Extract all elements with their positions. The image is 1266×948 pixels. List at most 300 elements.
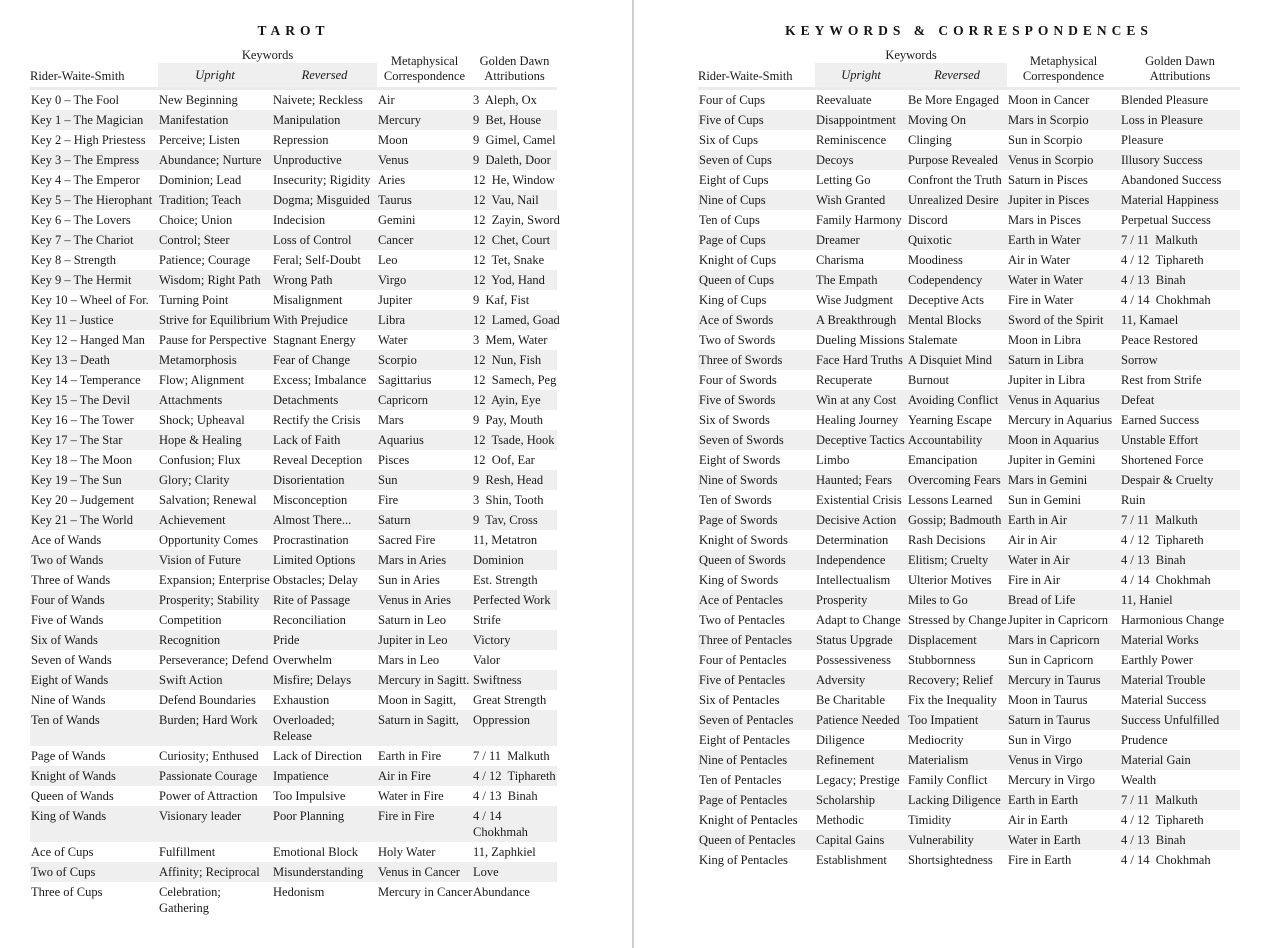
golden_dawn-cell: 4 / 13 Binah — [1121, 273, 1186, 287]
upright-cell: Passionate Courage — [159, 769, 258, 783]
reversed-cell: Overloaded; Release — [273, 713, 335, 743]
reversed-cell: Rectify the Crisis — [273, 413, 361, 427]
upright-cell: Confusion; Flux — [159, 453, 241, 467]
upright-cell: Achievement — [159, 513, 226, 527]
table-row — [698, 210, 1240, 230]
metaphysical-cell: Cancer — [378, 233, 414, 247]
reversed-cell: Lack of Faith — [273, 433, 341, 447]
upright-cell: Refinement — [816, 753, 875, 767]
reversed-cell: Ulterior Motives — [908, 573, 992, 587]
card-cell: Key 2 – High Priestess — [31, 133, 146, 147]
card-cell: Key 19 – The Sun — [31, 473, 122, 487]
card-cell: Three of Swords — [699, 353, 783, 367]
card-cell: Two of Swords — [699, 333, 776, 347]
reversed-cell: Shortsightedness — [908, 853, 993, 867]
card-cell: Key 15 – The Devil — [31, 393, 131, 407]
golden_dawn-cell: 12 Zayin, Sword — [473, 213, 560, 227]
card-cell: Nine of Wands — [31, 693, 106, 707]
card-cell: Seven of Swords — [699, 433, 784, 447]
upright-cell: Metamorphosis — [159, 353, 237, 367]
table-row — [698, 89, 1240, 111]
metaphysical-cell: Fire in Earth — [1008, 853, 1072, 867]
table-row — [698, 130, 1240, 150]
header-reversed: Reversed — [272, 63, 377, 89]
metaphysical-cell: Venus in Virgo — [1008, 753, 1083, 767]
upright-cell: Family Harmony — [816, 213, 902, 227]
header-upright: Upright — [158, 63, 272, 89]
golden_dawn-cell: 12 Samech, Peg — [473, 373, 557, 387]
upright-cell: Attachments — [159, 393, 223, 407]
golden_dawn-cell: Material Success — [1121, 693, 1207, 707]
card-cell: Six of Pentacles — [699, 693, 780, 707]
card-cell: Four of Wands — [31, 593, 105, 607]
card-cell: Key 3 – The Empress — [31, 153, 140, 167]
golden_dawn-cell: Perfected Work — [473, 593, 551, 607]
upright-cell: Shock; Upheaval — [159, 413, 245, 427]
metaphysical-cell: Virgo — [378, 273, 407, 287]
upright-cell: A Breakthrough — [816, 313, 897, 327]
page-left — [0, 0, 632, 948]
reversed-cell: Hedonism — [273, 885, 325, 899]
golden_dawn-cell: 3 Aleph, Ox — [473, 93, 537, 107]
table-row — [30, 150, 557, 170]
golden_dawn-cell: Sorrow — [1121, 353, 1158, 367]
golden_dawn-cell: Illusory Success — [1121, 153, 1203, 167]
golden_dawn-cell: 4 / 13 Binah — [473, 789, 538, 803]
card-cell: Two of Wands — [31, 553, 104, 567]
table-row — [30, 470, 557, 490]
table-row — [30, 746, 557, 766]
golden_dawn-cell: 4 / 14 Chokhmah — [1121, 853, 1211, 867]
reversed-cell: Moodiness — [908, 253, 963, 267]
card-cell: Six of Cups — [699, 133, 759, 147]
metaphysical-cell: Mercury — [378, 113, 422, 127]
upright-cell: Charisma — [816, 253, 864, 267]
golden_dawn-cell: 4 / 12 Tiphareth — [1121, 533, 1204, 547]
table-row — [30, 310, 557, 330]
upright-cell: Existential Crisis — [816, 493, 902, 507]
metaphysical-cell: Venus in Aquarius — [1008, 393, 1100, 407]
table-row — [698, 650, 1240, 670]
upright-cell: Swift Action — [159, 673, 223, 687]
metaphysical-cell: Bread of Life — [1008, 593, 1076, 607]
metaphysical-cell: Earth in Earth — [1008, 793, 1079, 807]
upright-cell: Hope & Healing — [159, 433, 242, 447]
table-row — [30, 190, 557, 210]
card-cell: Two of Pentacles — [699, 613, 785, 627]
table-row — [698, 850, 1240, 870]
metaphysical-cell: Gemini — [378, 213, 416, 227]
metaphysical-cell: Fire in Fire — [378, 809, 435, 823]
golden_dawn-cell: Wealth — [1121, 773, 1157, 787]
metaphysical-cell: Fire in Water — [1008, 293, 1074, 307]
golden_dawn-cell: Loss in Pleasure — [1121, 113, 1203, 127]
metaphysical-cell: Venus in Scorpio — [1008, 153, 1094, 167]
reversed-cell: Fix the Inequality — [908, 693, 997, 707]
metaphysical-cell: Moon in Cancer — [1008, 93, 1090, 107]
metaphysical-cell: Earth in Fire — [378, 749, 442, 763]
reversed-cell: Avoiding Conflict — [908, 393, 999, 407]
upright-cell: Reminiscence — [816, 133, 887, 147]
upright-cell: Disappointment — [816, 113, 896, 127]
metaphysical-cell: Water in Water — [1008, 273, 1083, 287]
metaphysical-cell: Taurus — [378, 193, 412, 207]
metaphysical-cell: Sagittarius — [378, 373, 432, 387]
table-row — [698, 310, 1240, 330]
reversed-cell: Codependency — [908, 273, 983, 287]
table-row — [30, 766, 557, 786]
card-cell: Knight of Wands — [31, 769, 116, 783]
metaphysical-cell: Sacred Fire — [378, 533, 436, 547]
card-cell: King of Cups — [699, 293, 767, 307]
golden_dawn-cell: Swiftness — [473, 673, 522, 687]
table-row — [698, 370, 1240, 390]
card-cell: Key 0 – The Fool — [31, 93, 119, 107]
metaphysical-cell: Pisces — [378, 453, 410, 467]
table-header-right — [698, 46, 1240, 89]
card-cell: Key 21 – The World — [31, 513, 133, 527]
reversed-cell: Unproductive — [273, 153, 342, 167]
upright-cell: Defend Boundaries — [159, 693, 256, 707]
reversed-cell: Mental Blocks — [908, 313, 982, 327]
reversed-cell: Discord — [908, 213, 948, 227]
upright-cell: The Empath — [816, 273, 878, 287]
metaphysical-cell: Mars in Gemini — [1008, 473, 1088, 487]
table-row — [698, 430, 1240, 450]
metaphysical-cell: Fire — [378, 493, 399, 507]
golden_dawn-cell: 11, Zaphkiel — [473, 845, 536, 859]
card-cell: Eight of Swords — [699, 453, 781, 467]
reversed-cell: Insecurity; Rigidity — [273, 173, 371, 187]
card-cell: Ten of Pentacles — [699, 773, 782, 787]
metaphysical-cell: Air in Fire — [378, 769, 431, 783]
upright-cell: Tradition; Teach — [159, 193, 242, 207]
upright-cell: Adversity — [816, 673, 866, 687]
reversed-cell: Gossip; Badmouth — [908, 513, 1002, 527]
card-cell: Ten of Wands — [31, 713, 100, 727]
reversed-cell: Excess; Imbalance — [273, 373, 367, 387]
reversed-cell: Recovery; Relief — [908, 673, 994, 687]
upright-cell: Wisdom; Right Path — [159, 273, 261, 287]
table-row — [698, 670, 1240, 690]
golden_dawn-cell: Abandoned Success — [1121, 173, 1222, 187]
golden_dawn-cell: 4 / 12 Tiphareth — [1121, 813, 1204, 827]
upright-cell: Recuperate — [816, 373, 873, 387]
metaphysical-cell: Saturn in Libra — [1008, 353, 1084, 367]
reversed-cell: Stalemate — [908, 333, 958, 347]
upright-cell: New Beginning — [159, 93, 238, 107]
header-upright: Upright — [815, 63, 907, 89]
upright-cell: Adapt to Change — [816, 613, 901, 627]
reversed-cell: Moving On — [908, 113, 966, 127]
upright-cell: Determination — [816, 533, 889, 547]
upright-cell: Dominion; Lead — [159, 173, 242, 187]
golden_dawn-cell: 4 / 13 Binah — [1121, 833, 1186, 847]
upright-cell: Fulfillment — [159, 845, 216, 859]
golden_dawn-cell: Defeat — [1121, 393, 1155, 407]
reversed-cell: Lacking Diligence — [908, 793, 1001, 807]
upright-cell: Methodic — [816, 813, 864, 827]
reversed-cell: Misalignment — [273, 293, 343, 307]
metaphysical-cell: Aquarius — [378, 433, 424, 447]
table-row — [30, 110, 557, 130]
header-keywords-group: Keywords — [885, 48, 937, 62]
metaphysical-cell: Mercury in Aquarius — [1008, 413, 1113, 427]
upright-cell: Status Upgrade — [816, 633, 893, 647]
upright-cell: Strive for Equilibrium — [159, 313, 271, 327]
table-row — [30, 550, 557, 570]
card-cell: Ace of Cups — [31, 845, 94, 859]
golden_dawn-cell: Material Works — [1121, 633, 1199, 647]
metaphysical-cell: Earth in Air — [1008, 513, 1068, 527]
upright-cell: Dueling Missions — [816, 333, 905, 347]
table-row — [30, 490, 557, 510]
upright-cell: Win at any Cost — [816, 393, 897, 407]
table-row — [30, 710, 557, 746]
table-row — [698, 610, 1240, 630]
card-cell: Key 12 – Hanged Man — [31, 333, 145, 347]
upright-cell: Intellectualism — [816, 573, 891, 587]
header-reversed: Reversed — [907, 63, 1007, 89]
reversed-cell: Disorientation — [273, 473, 345, 487]
golden_dawn-cell: Earthly Power — [1121, 653, 1193, 667]
golden_dawn-cell: Pleasure — [1121, 133, 1164, 147]
upright-cell: Perceive; Listen — [159, 133, 240, 147]
table-row — [30, 350, 557, 370]
metaphysical-cell: Mars in Scorpio — [1008, 113, 1089, 127]
table-row — [30, 170, 557, 190]
card-cell: Six of Swords — [699, 413, 770, 427]
reversed-cell: Displacement — [908, 633, 977, 647]
upright-cell: Flow; Alignment — [159, 373, 245, 387]
golden_dawn-cell: Earned Success — [1121, 413, 1200, 427]
upright-cell: Manifestation — [159, 113, 229, 127]
golden_dawn-cell: 3 Mem, Water — [473, 333, 548, 347]
metaphysical-cell: Moon — [378, 133, 408, 147]
card-cell: King of Wands — [31, 809, 107, 823]
golden_dawn-cell: 9 Gimel, Camel — [473, 133, 556, 147]
golden_dawn-cell: Abundance — [473, 885, 530, 899]
upright-cell: Curiosity; Enthused — [159, 749, 259, 763]
table-row — [698, 590, 1240, 610]
reversed-cell: Family Conflict — [908, 773, 988, 787]
table-row — [698, 290, 1240, 310]
metaphysical-cell: Leo — [378, 253, 398, 267]
header-keywords-group: Keywords — [241, 48, 294, 62]
upright-cell: Establishment — [816, 853, 887, 867]
reversed-cell: Too Impatient — [908, 713, 979, 727]
reversed-cell: Timidity — [908, 813, 952, 827]
reversed-cell: Pride — [273, 633, 300, 647]
upright-cell: Celebration; Gathering — [159, 885, 221, 915]
reversed-cell: Detachments — [273, 393, 339, 407]
metaphysical-cell: Moon in Aquarius — [1008, 433, 1099, 447]
card-cell: Knight of Pentacles — [699, 813, 798, 827]
reversed-cell: Loss of Control — [273, 233, 352, 247]
header-metaphysical: Metaphysical Correspondence — [1007, 46, 1120, 89]
golden_dawn-cell: 7 / 11 Malkuth — [473, 749, 550, 763]
table-row — [30, 786, 557, 806]
metaphysical-cell: Sun in Capricorn — [1008, 653, 1094, 667]
card-cell: Key 10 – Wheel of For. — [31, 293, 149, 307]
table-row — [30, 630, 557, 650]
golden_dawn-cell: Despair & Cruelty — [1121, 473, 1214, 487]
table-row — [30, 130, 557, 150]
table-row — [30, 330, 557, 350]
golden_dawn-cell: Love — [473, 865, 499, 879]
table-header-left — [30, 46, 557, 89]
table-row — [698, 750, 1240, 770]
card-cell: Queen of Cups — [699, 273, 774, 287]
header-golden-dawn: Golden Dawn Attributions — [1120, 46, 1240, 89]
golden_dawn-cell: 12 Vau, Nail — [473, 193, 539, 207]
upright-cell: Capital Gains — [816, 833, 885, 847]
golden_dawn-cell: 11, Haniel — [1121, 593, 1173, 607]
golden_dawn-cell: 9 Kaf, Fist — [473, 293, 530, 307]
upright-cell: Burden; Hard Work — [159, 713, 258, 727]
metaphysical-cell: Earth in Water — [1008, 233, 1081, 247]
upright-cell: Control; Steer — [159, 233, 230, 247]
metaphysical-cell: Scorpio — [378, 353, 417, 367]
upright-cell: Deceptive Tactics — [816, 433, 905, 447]
reversed-cell: Yearning Escape — [908, 413, 992, 427]
upright-cell: Limbo — [816, 453, 850, 467]
metaphysical-cell: Air in Water — [1008, 253, 1070, 267]
upright-cell: Expansion; Enterprise — [159, 573, 270, 587]
golden_dawn-cell: Est. Strength — [473, 573, 538, 587]
card-cell: Three of Wands — [31, 573, 111, 587]
metaphysical-cell: Mars — [378, 413, 404, 427]
metaphysical-cell: Capricorn — [378, 393, 428, 407]
metaphysical-cell: Jupiter in Libra — [1008, 373, 1086, 387]
metaphysical-cell: Mercury in Cancer — [378, 885, 473, 899]
upright-cell: Abundance; Nurture — [159, 153, 262, 167]
upright-cell: Be Charitable — [816, 693, 886, 707]
card-cell: Ace of Pentacles — [699, 593, 783, 607]
reversed-cell: A Disquiet Mind — [908, 353, 993, 367]
upright-cell: Visionary leader — [159, 809, 242, 823]
golden_dawn-cell: Unstable Effort — [1121, 433, 1199, 447]
golden_dawn-cell: Success Unfulfilled — [1121, 713, 1220, 727]
card-cell: Queen of Wands — [31, 789, 114, 803]
table-row — [698, 190, 1240, 210]
card-cell: Seven of Cups — [699, 153, 772, 167]
card-cell: Key 20 – Judgement — [31, 493, 135, 507]
table-row — [30, 290, 557, 310]
upright-cell: Turning Point — [159, 293, 229, 307]
upright-cell: Choice; Union — [159, 213, 233, 227]
golden_dawn-cell: Material Happiness — [1121, 193, 1219, 207]
reversed-cell: With Prejudice — [273, 313, 348, 327]
reversed-cell: Emancipation — [908, 453, 978, 467]
table-row — [698, 710, 1240, 730]
golden_dawn-cell: Great Strength — [473, 693, 547, 707]
card-cell: Key 8 – Strength — [31, 253, 117, 267]
card-cell: Nine of Pentacles — [699, 753, 788, 767]
upright-cell: Letting Go — [816, 173, 871, 187]
table-row — [30, 806, 557, 842]
table-row — [30, 210, 557, 230]
reversed-cell: Unrealized Desire — [908, 193, 999, 207]
reversed-cell: Feral; Self-Doubt — [273, 253, 361, 267]
metaphysical-cell: Saturn in Taurus — [1008, 713, 1091, 727]
card-cell: Key 18 – The Moon — [31, 453, 133, 467]
metaphysical-cell: Water in Earth — [1008, 833, 1081, 847]
table-row — [30, 390, 557, 410]
metaphysical-cell: Mercury in Virgo — [1008, 773, 1095, 787]
reversed-cell: Misfire; Delays — [273, 673, 352, 687]
reversed-cell: Too Impulsive — [273, 789, 346, 803]
card-cell: Eight of Wands — [31, 673, 109, 687]
card-cell: Queen of Swords — [699, 553, 786, 567]
golden_dawn-cell: Peace Restored — [1121, 333, 1198, 347]
card-cell: Page of Swords — [699, 513, 778, 527]
metaphysical-cell: Saturn in Leo — [378, 613, 447, 627]
golden_dawn-cell: 4 / 13 Binah — [1121, 553, 1186, 567]
metaphysical-cell: Sun in Virgo — [1008, 733, 1072, 747]
upright-cell: Recognition — [159, 633, 221, 647]
metaphysical-cell: Water — [378, 333, 408, 347]
reversed-cell: Indecision — [273, 213, 326, 227]
table-row — [30, 862, 557, 882]
table-row — [698, 250, 1240, 270]
table-body-left — [30, 89, 560, 919]
metaphysical-cell: Holy Water — [378, 845, 436, 859]
card-cell: Four of Cups — [699, 93, 765, 107]
reversed-cell: Vulnerability — [908, 833, 974, 847]
metaphysical-cell: Saturn — [378, 513, 411, 527]
golden_dawn-cell: 9 Daleth, Door — [473, 153, 551, 167]
reversed-cell: Purpose Revealed — [908, 153, 998, 167]
card-cell: Key 14 – Temperance — [31, 373, 141, 387]
card-cell: Key 5 – The Hierophant — [31, 193, 153, 207]
metaphysical-cell: Mars in Capricorn — [1008, 633, 1100, 647]
golden_dawn-cell: 7 / 11 Malkuth — [1121, 793, 1198, 807]
table-body-right — [698, 89, 1240, 871]
golden_dawn-cell: Prudence — [1121, 733, 1168, 747]
metaphysical-cell: Venus in Cancer — [378, 865, 460, 879]
reversed-cell: Fear of Change — [273, 353, 351, 367]
card-cell: Page of Wands — [31, 749, 106, 763]
golden_dawn-cell: 12 Nun, Fish — [473, 353, 542, 367]
metaphysical-cell: Jupiter — [378, 293, 413, 307]
reversed-cell: Materialism — [908, 753, 969, 767]
tarot-table-left — [30, 46, 560, 918]
card-cell: Key 4 – The Emperor — [31, 173, 140, 187]
page-title-right: KEYWORDS & CORRESPONDENCES — [785, 23, 1153, 38]
table-row — [698, 790, 1240, 810]
metaphysical-cell: Water in Air — [1008, 553, 1070, 567]
card-cell: Nine of Cups — [699, 193, 766, 207]
table-row — [30, 270, 557, 290]
metaphysical-cell: Libra — [378, 313, 406, 327]
card-cell: Key 17 – The Star — [31, 433, 123, 447]
table-row — [698, 170, 1240, 190]
golden_dawn-cell: 9 Tav, Cross — [473, 513, 538, 527]
golden_dawn-cell: 3 Shin, Tooth — [473, 493, 544, 507]
table-row — [30, 410, 557, 430]
tarot-table-right — [698, 46, 1240, 870]
golden_dawn-cell: Rest from Strife — [1121, 373, 1202, 387]
reversed-cell: Quixotic — [908, 233, 952, 247]
metaphysical-cell: Saturn in Sagitt, — [378, 713, 459, 727]
reversed-cell: Clinging — [908, 133, 952, 147]
table-row — [30, 650, 557, 670]
golden_dawn-cell: Ruin — [1121, 493, 1146, 507]
reversed-cell: Miles to Go — [908, 593, 968, 607]
golden_dawn-cell: 12 He, Window — [473, 173, 555, 187]
table-row — [698, 550, 1240, 570]
